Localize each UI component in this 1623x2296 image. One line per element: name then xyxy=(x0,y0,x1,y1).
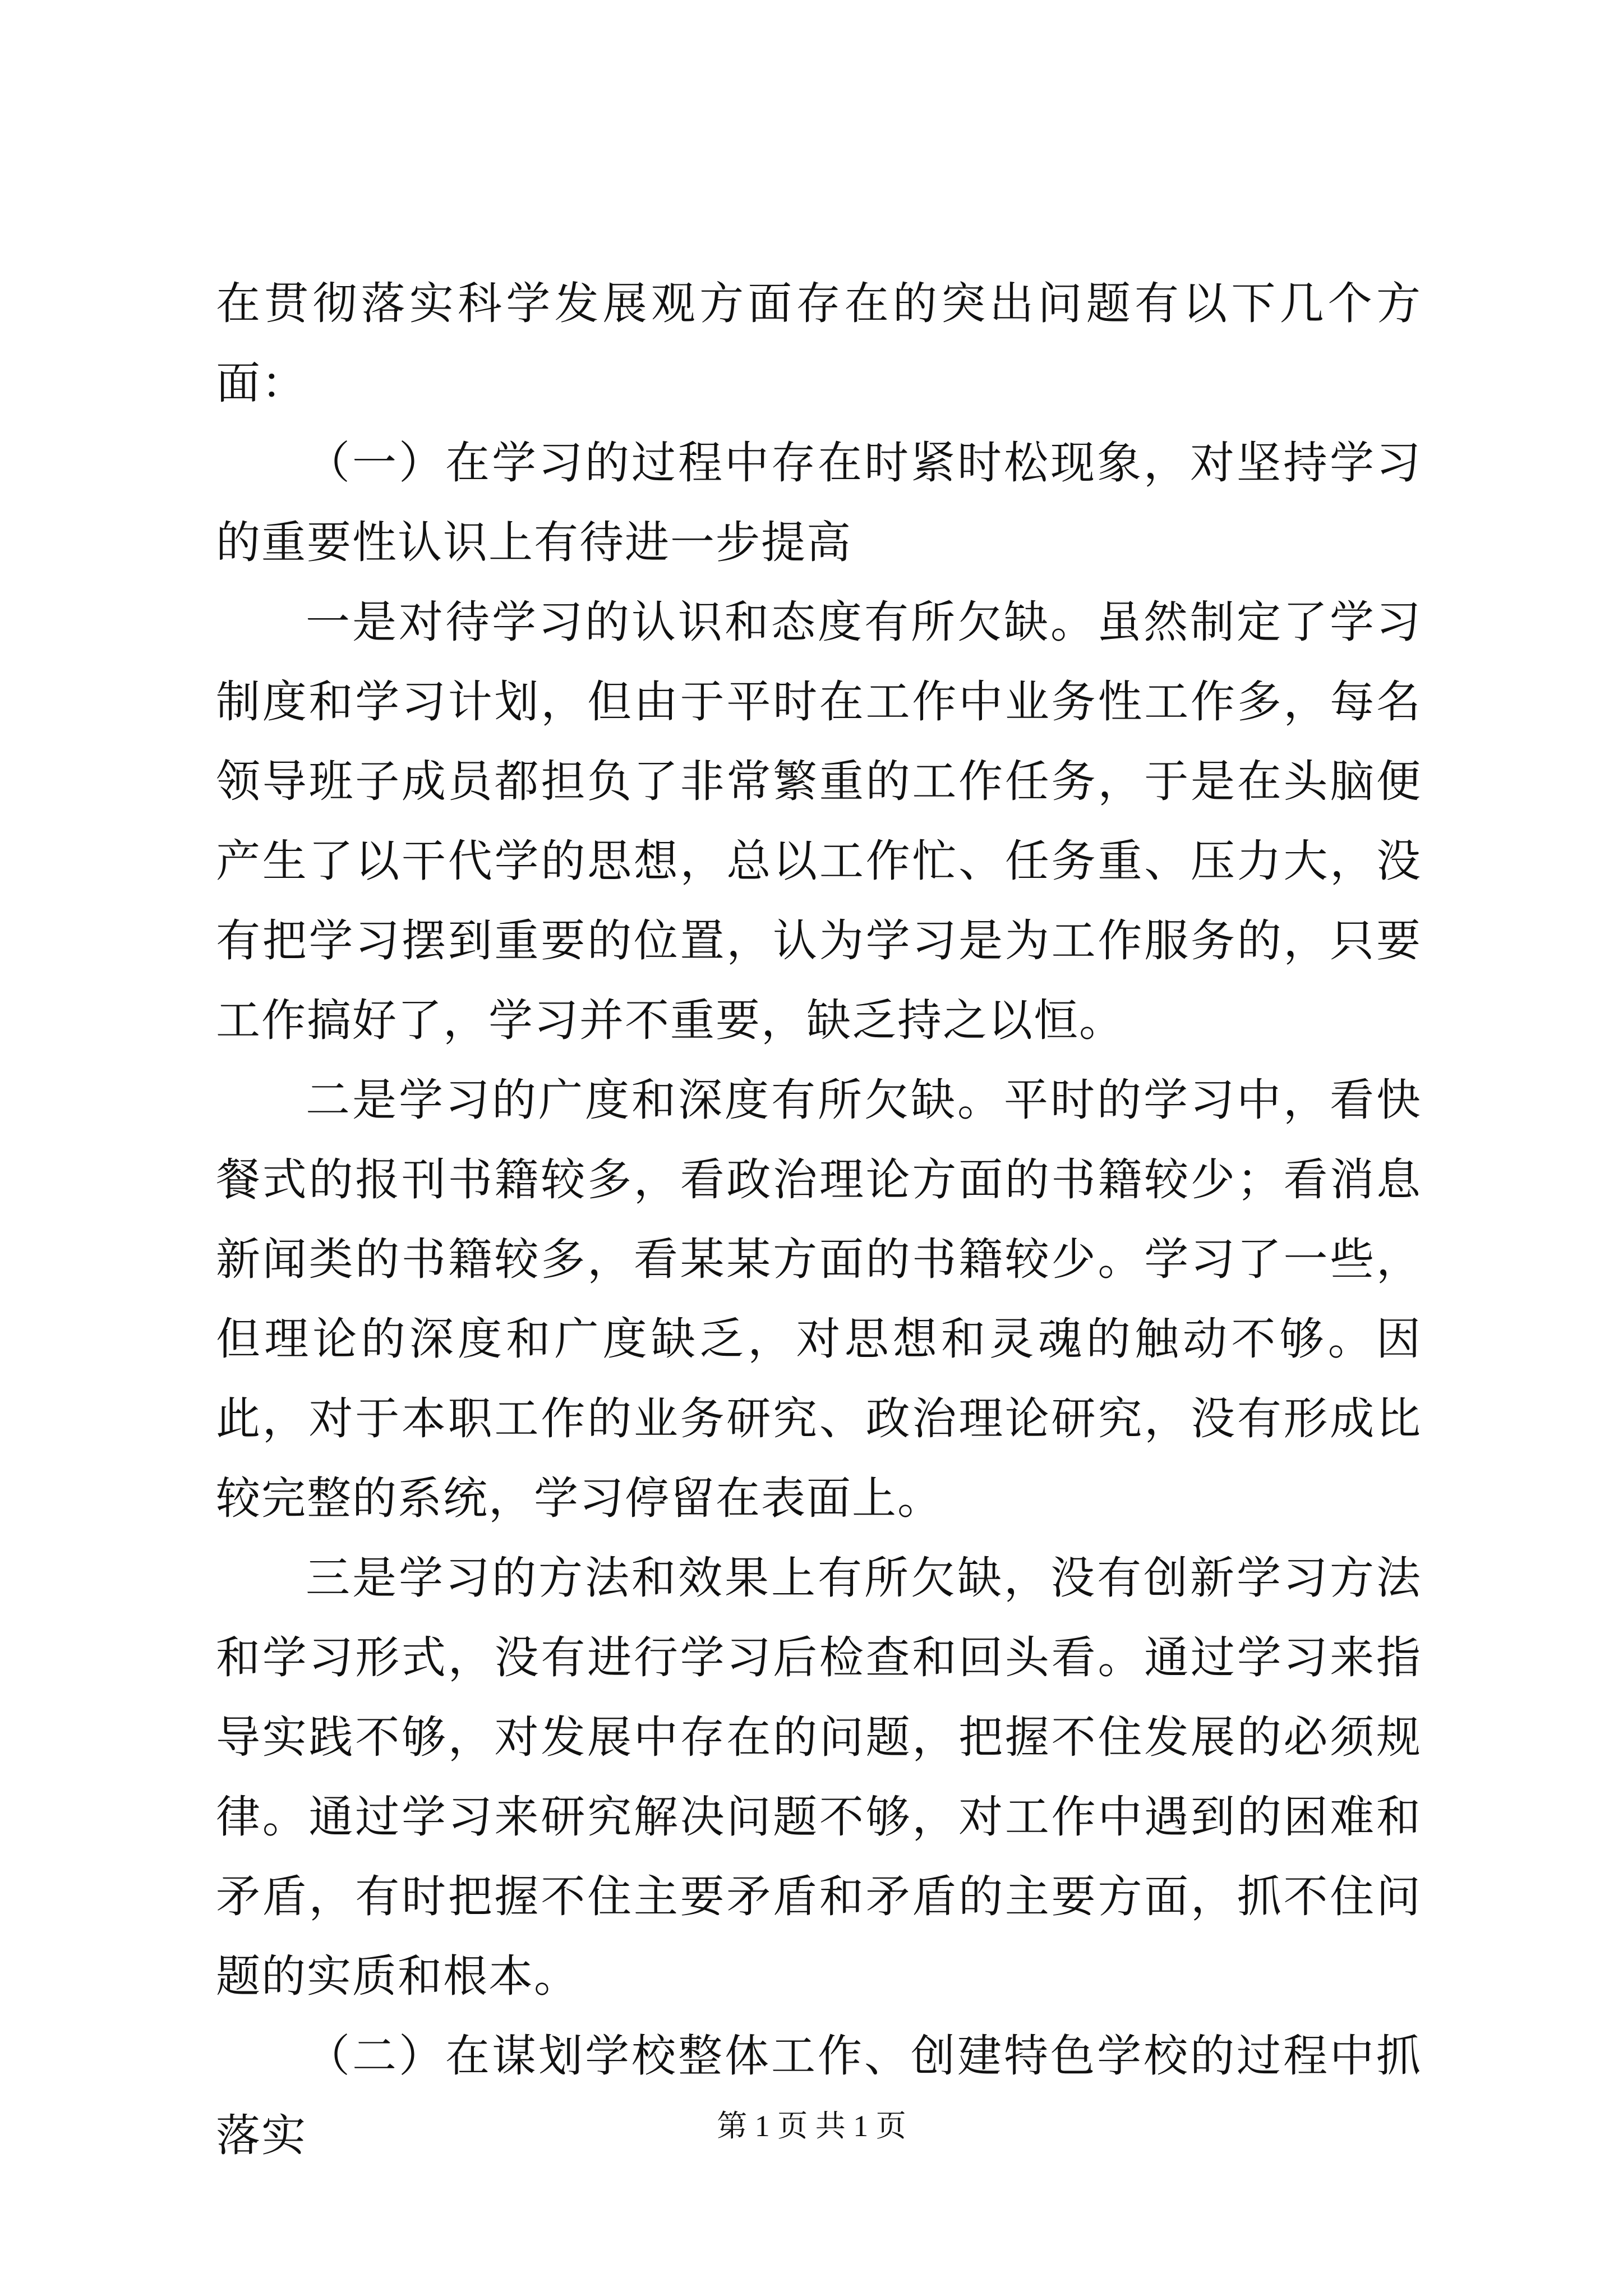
paragraph-point-1: 一是对待学习的认识和态度有所欠缺。虽然制定了学习制度和学习计划，但由于平时在工作中业务性工作多，每名领导班子成员都担负了非常繁重的工作任务，于是在头脑便产生了以干代学的思想，总以工作忙、任务重、压力大，没有把学习摆到重要的位置，认为学习是为工作服务的，只要工作搞好了，学习并不重要，缺乏持之以恒。 xyxy=(216,596,1422,1046)
paragraph-heading-1: （一）在学习的过程中存在时紧时松现象，对坚持学习的重要性认识上有待进一步提高 xyxy=(216,437,1422,568)
paragraph-point-2: 二是学习的广度和深度有所欠缺。平时的学习中，看快餐式的报刊书籍较多，看政治理论方面的书籍较少；看消息新闻类的书籍较多，看某某方面的书籍较少。学习了一些，但理论的深度和广度缺乏，对思想和灵魂的触动不够。因此，对于本职工作的业务研究、政治理论研究，没有形成比较完整的系统，学习停留在表面上。 xyxy=(216,1074,1422,1524)
paragraph-intro: 在贯彻落实科学发展观方面存在的突出问题有以下几个方面： xyxy=(216,278,1422,409)
document-body xyxy=(216,264,1422,2175)
page-footer: 第 1 页 共 1 页 xyxy=(717,2109,906,2143)
paragraph-heading-2: （二）在谋划学校整体工作、创建特色学校的过程中抓落实 xyxy=(216,2030,1422,2161)
paragraph-point-3: 三是学习的方法和效果上有所欠缺，没有创新学习方法和学习形式，没有进行学习后检查和回头看。通过学习来指导实践不够，对发展中存在的问题，把握不住发展的必须规律。通过学习来研究解决问题不够，对工作中遇到的困难和矛盾，有时把握不住主要矛盾和矛盾的主要方面，抓不住问题的实质和根本。 xyxy=(216,1552,1422,2002)
